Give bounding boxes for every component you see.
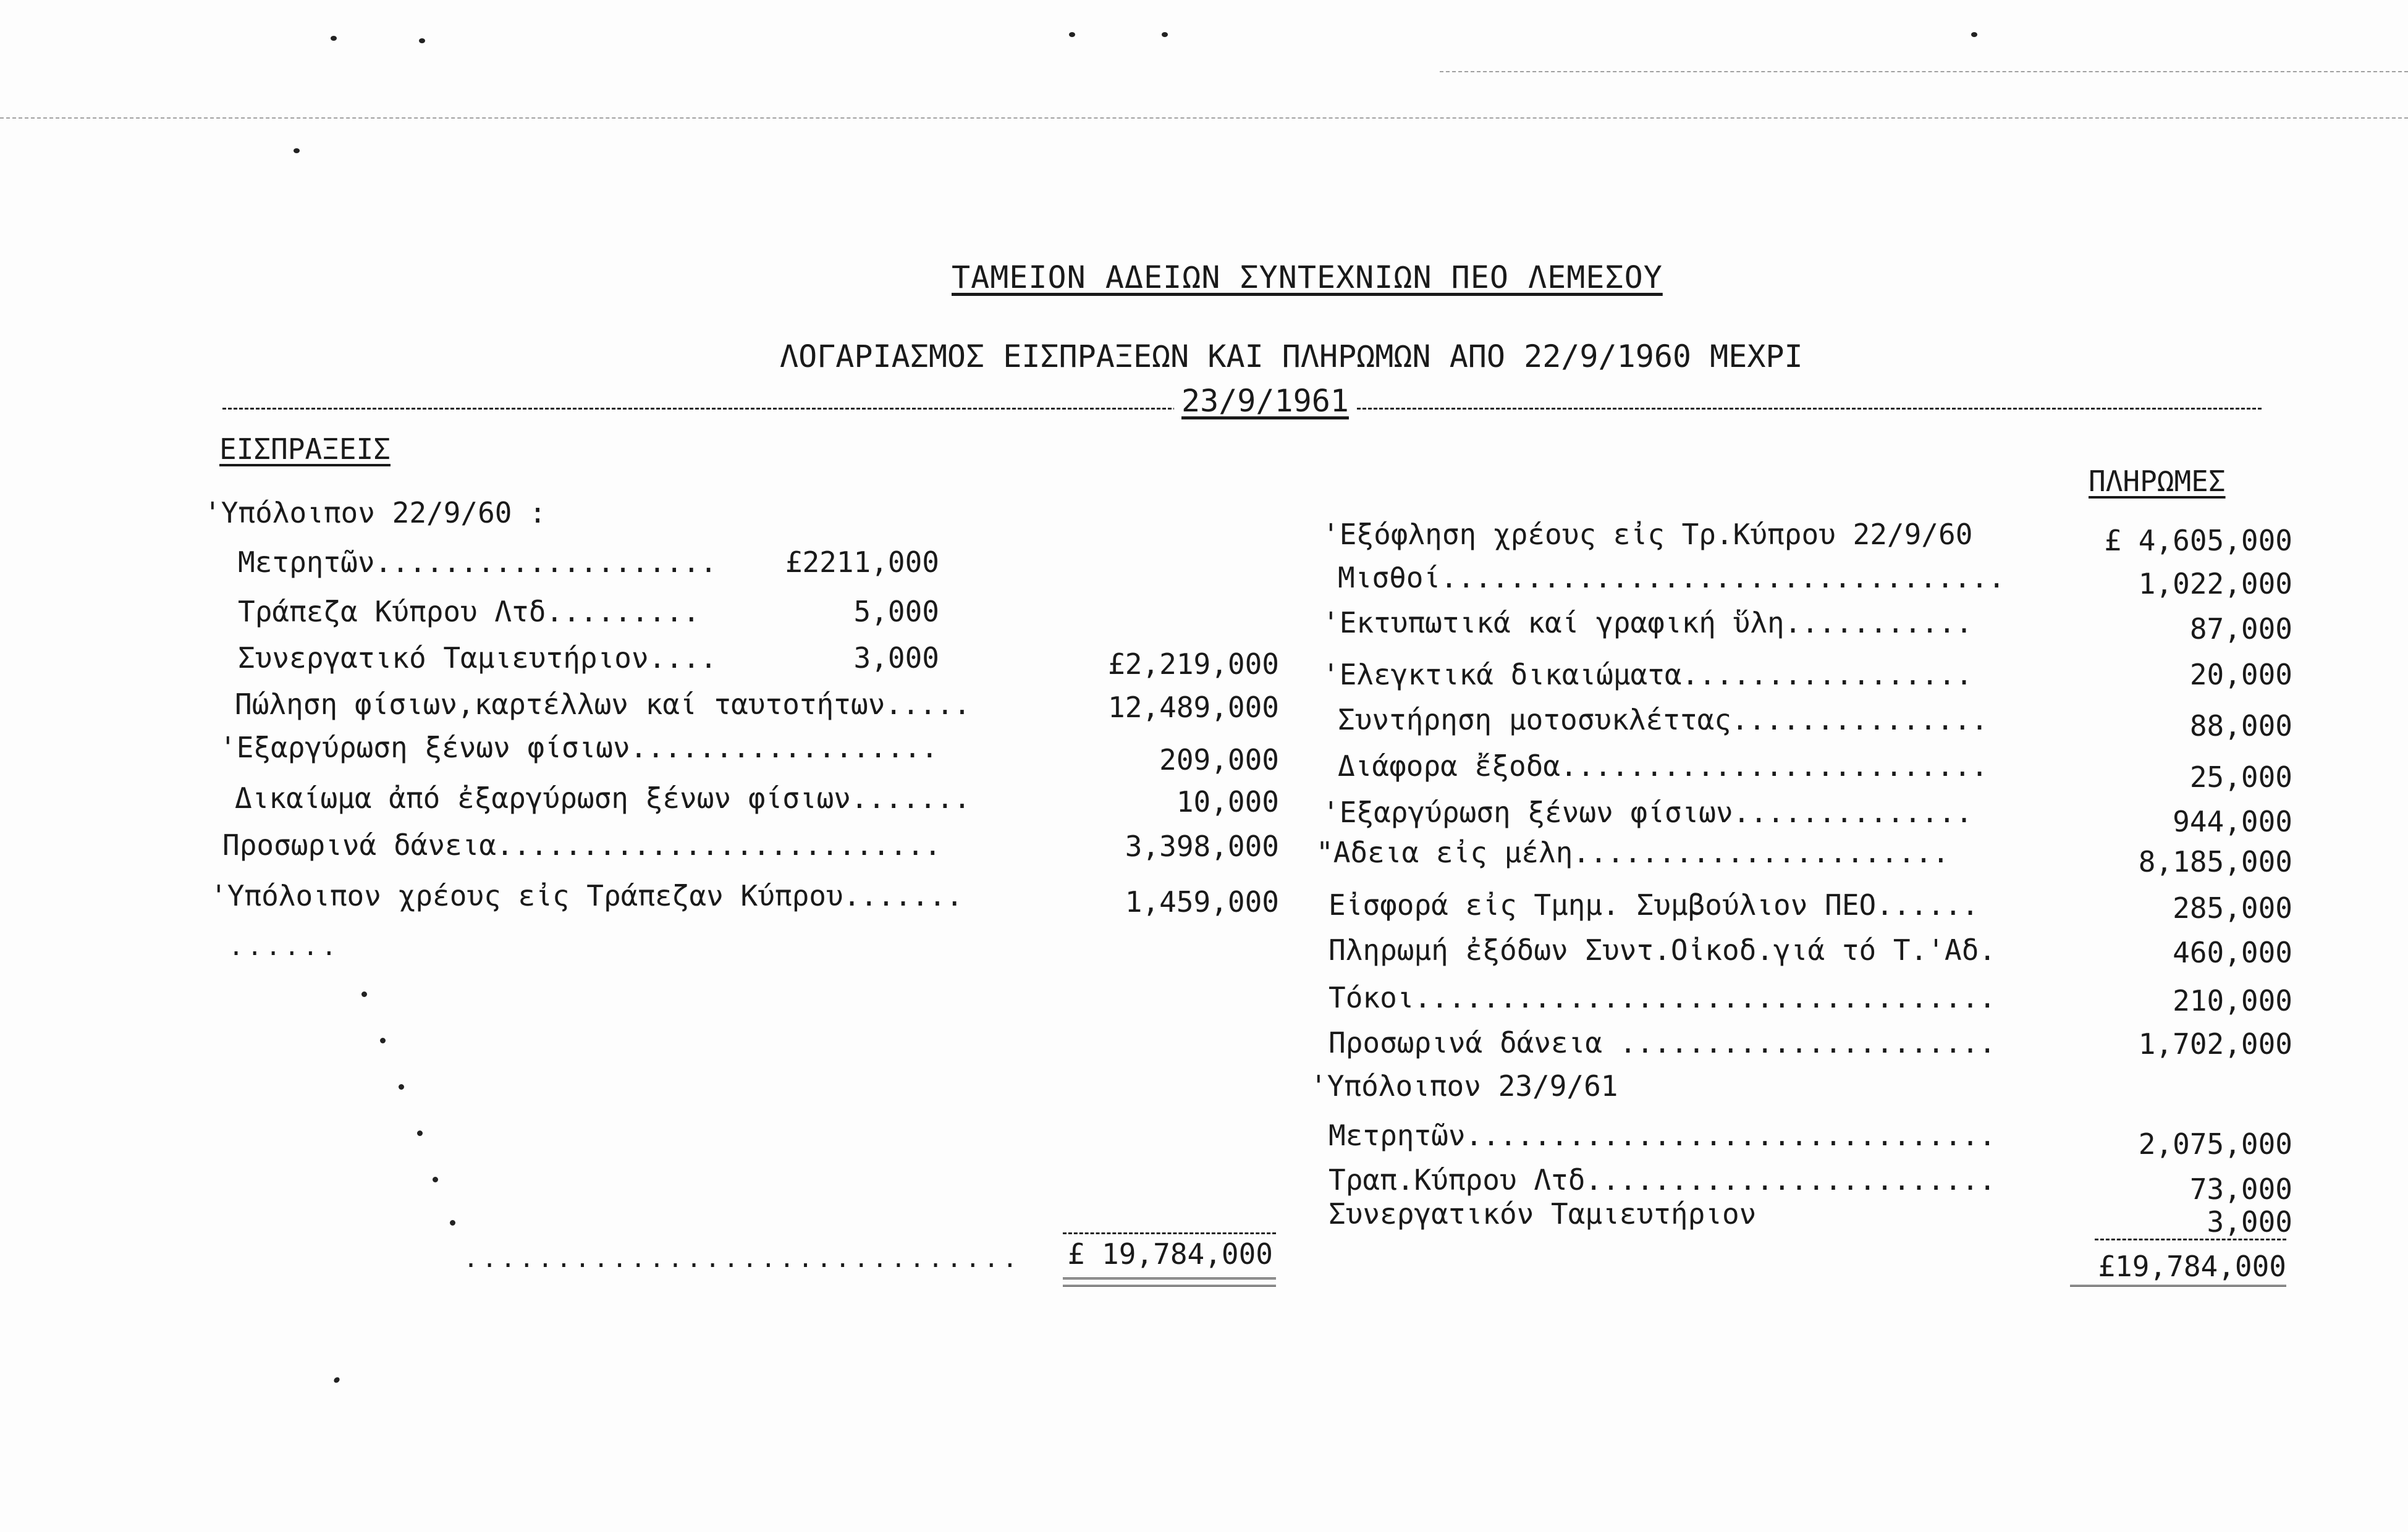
receipt-amount: 12,489,000: [1108, 691, 1279, 724]
scan-speck: [331, 36, 337, 41]
receipt-label: Δικαίωμα ἀπό ἐξαργύρωση ξένων φίσιων.......: [235, 781, 971, 815]
receipt-amount: 3,398,000: [1125, 830, 1279, 863]
payments-heading: ΠΛΗΡΩΜΕΣ: [2089, 465, 2226, 498]
document-title: ΤΑΜΕΙΟΝ ΑΔΕΙΩΝ ΣΥΝΤΕΧΝΙΩΝ ΠΕΟ ΛΕΜΕΣΟΥ: [952, 259, 1663, 295]
scan-speck: [1971, 32, 1977, 37]
closing-label: Συνεργατικόν Ταμιευτήριον: [1329, 1197, 1757, 1231]
receipt-label: Προσωρινά δάνεια..........................: [222, 828, 942, 862]
receipt-label: Μετρητῶν....................: [238, 545, 717, 579]
leader-dot: [417, 1130, 423, 1136]
document-subtitle: ΛΟΓΑΡΙΑΣΜΟΣ ΕΙΣΠΡΑΞΕΩΝ ΚΑΙ ΠΛΗΡΩΜΩΝ ΑΠΟ 22/9/1960 ΜΕΧΡΙ: [780, 339, 1803, 374]
payment-label: Διάφορα ἔξοδα.........................: [1338, 749, 1988, 783]
payment-amount: 460,000: [2173, 936, 2292, 969]
receipt-amount: 1,459,000: [1125, 885, 1279, 919]
leader-dot: [433, 1177, 438, 1182]
payment-amount: 88,000: [2189, 709, 2292, 743]
payment-amount: 87,000: [2189, 612, 2292, 646]
payment-amount: 210,000: [2173, 984, 2292, 1017]
scan-speck: [294, 148, 300, 153]
receipt-sub-amount: 3,000: [853, 641, 939, 675]
closing-amount: 3,000: [2207, 1205, 2292, 1239]
closing-label: Μετρητῶν...............................: [1329, 1119, 1996, 1152]
payment-label: Εἰσφορά εἰς Τμημ. Συμβούλιον ΠΕΟ......: [1329, 888, 1979, 922]
trailing-dots: ......: [229, 933, 340, 961]
receipt-label: Πώληση φίσιων,καρτέλλων καί ταυτοτήτων.....: [235, 688, 971, 721]
payments-total: £19,784,000: [2098, 1250, 2286, 1283]
receipts-heading: ΕΙΣΠΡΑΞΕΙΣ: [219, 432, 391, 466]
receipt-amount: £2,219,000: [1108, 647, 1279, 681]
payment-amount: 1,702,000: [2138, 1027, 2292, 1061]
payment-label: 'Εξαργύρωση ξένων φίσιων..............: [1322, 796, 1973, 829]
receipt-sub-amount: £2211,000: [785, 545, 939, 579]
opening-balance-label: 'Υπόλοιπον 22/9/60 :: [204, 496, 546, 529]
payment-label: Προσωρινά δάνεια ......................: [1329, 1026, 1996, 1059]
payment-amount: 944,000: [2173, 805, 2292, 838]
closing-balance-label: 'Υπόλοιπον 23/9/61: [1310, 1069, 1618, 1103]
payment-label: 'Εκτυπωτικά καί γραφική ὕλη...........: [1322, 606, 1973, 639]
scan-speck: [419, 38, 425, 43]
closing-amount: 73,000: [2189, 1172, 2292, 1206]
leader-dot: [380, 1038, 386, 1043]
scan-speck: [1069, 32, 1075, 37]
closing-label: Τραπ.Κύπρου Λτδ........................: [1329, 1163, 1996, 1197]
payment-label: Τόκοι..................................: [1329, 981, 1996, 1014]
receipt-label: 'Υπόλοιπον χρέους εἰς Τράπεζαν Κύπρου.......: [210, 879, 963, 912]
payment-amount: 20,000: [2189, 658, 2292, 691]
payment-label: "Αδεια εἰς μέλη......................: [1316, 836, 1950, 869]
payment-label: 'Ελεγκτικά δικαιώματα.................: [1322, 658, 1973, 691]
receipts-total: £ 19,784,000: [1067, 1237, 1273, 1271]
payment-amount: 1,022,000: [2138, 567, 2292, 600]
receipt-label: 'Εξαργύρωση ξένων φίσιων..................: [219, 731, 939, 764]
receipt-sub-amount: 5,000: [853, 595, 939, 628]
receipts-total-rule: [1063, 1232, 1276, 1234]
receipt-amount: 209,000: [1159, 743, 1279, 777]
payments-total-rule: [2095, 1239, 2286, 1240]
total-dots: ..............................: [463, 1245, 1021, 1273]
receipts-total-underline: [1063, 1277, 1276, 1279]
scan-edge-line: [0, 117, 2408, 119]
receipt-label: Τράπεζα Κύπρου Λτδ.........: [238, 595, 700, 628]
leader-dot: [450, 1220, 455, 1226]
end-date: 23/9/1961: [1174, 383, 1356, 419]
payment-label: Μισθοί.................................: [1338, 561, 2006, 594]
payments-total-underline: [2070, 1285, 2286, 1287]
receipt-amount: 10,000: [1176, 785, 1279, 819]
payment-amount: 25,000: [2189, 760, 2292, 794]
payment-amount: £ 4,605,000: [2104, 524, 2292, 557]
payment-label: Συντήρηση μοτοσυκλέττας...............: [1338, 703, 1988, 736]
scan-speck: [333, 1376, 341, 1384]
payment-amount: 8,185,000: [2138, 845, 2292, 878]
payment-amount: 285,000: [2173, 891, 2292, 925]
payment-label: Πληρωμή ἐξόδων Συντ.Οἰκοδ.γιά τό Τ.'Αδ.: [1329, 933, 1996, 967]
closing-amount: 2,075,000: [2138, 1127, 2292, 1161]
payment-label: 'Εξόφληση χρέους εἰς Τρ.Κύπρου 22/9/60: [1322, 518, 1973, 551]
leader-dot: [399, 1084, 404, 1090]
receipts-total-underline: [1063, 1285, 1276, 1287]
scan-edge-line: [1440, 71, 2408, 72]
leader-dot: [361, 991, 367, 997]
receipt-label: Συνεργατικό Ταμιευτήριον....: [238, 641, 717, 675]
scan-speck: [1162, 32, 1168, 37]
